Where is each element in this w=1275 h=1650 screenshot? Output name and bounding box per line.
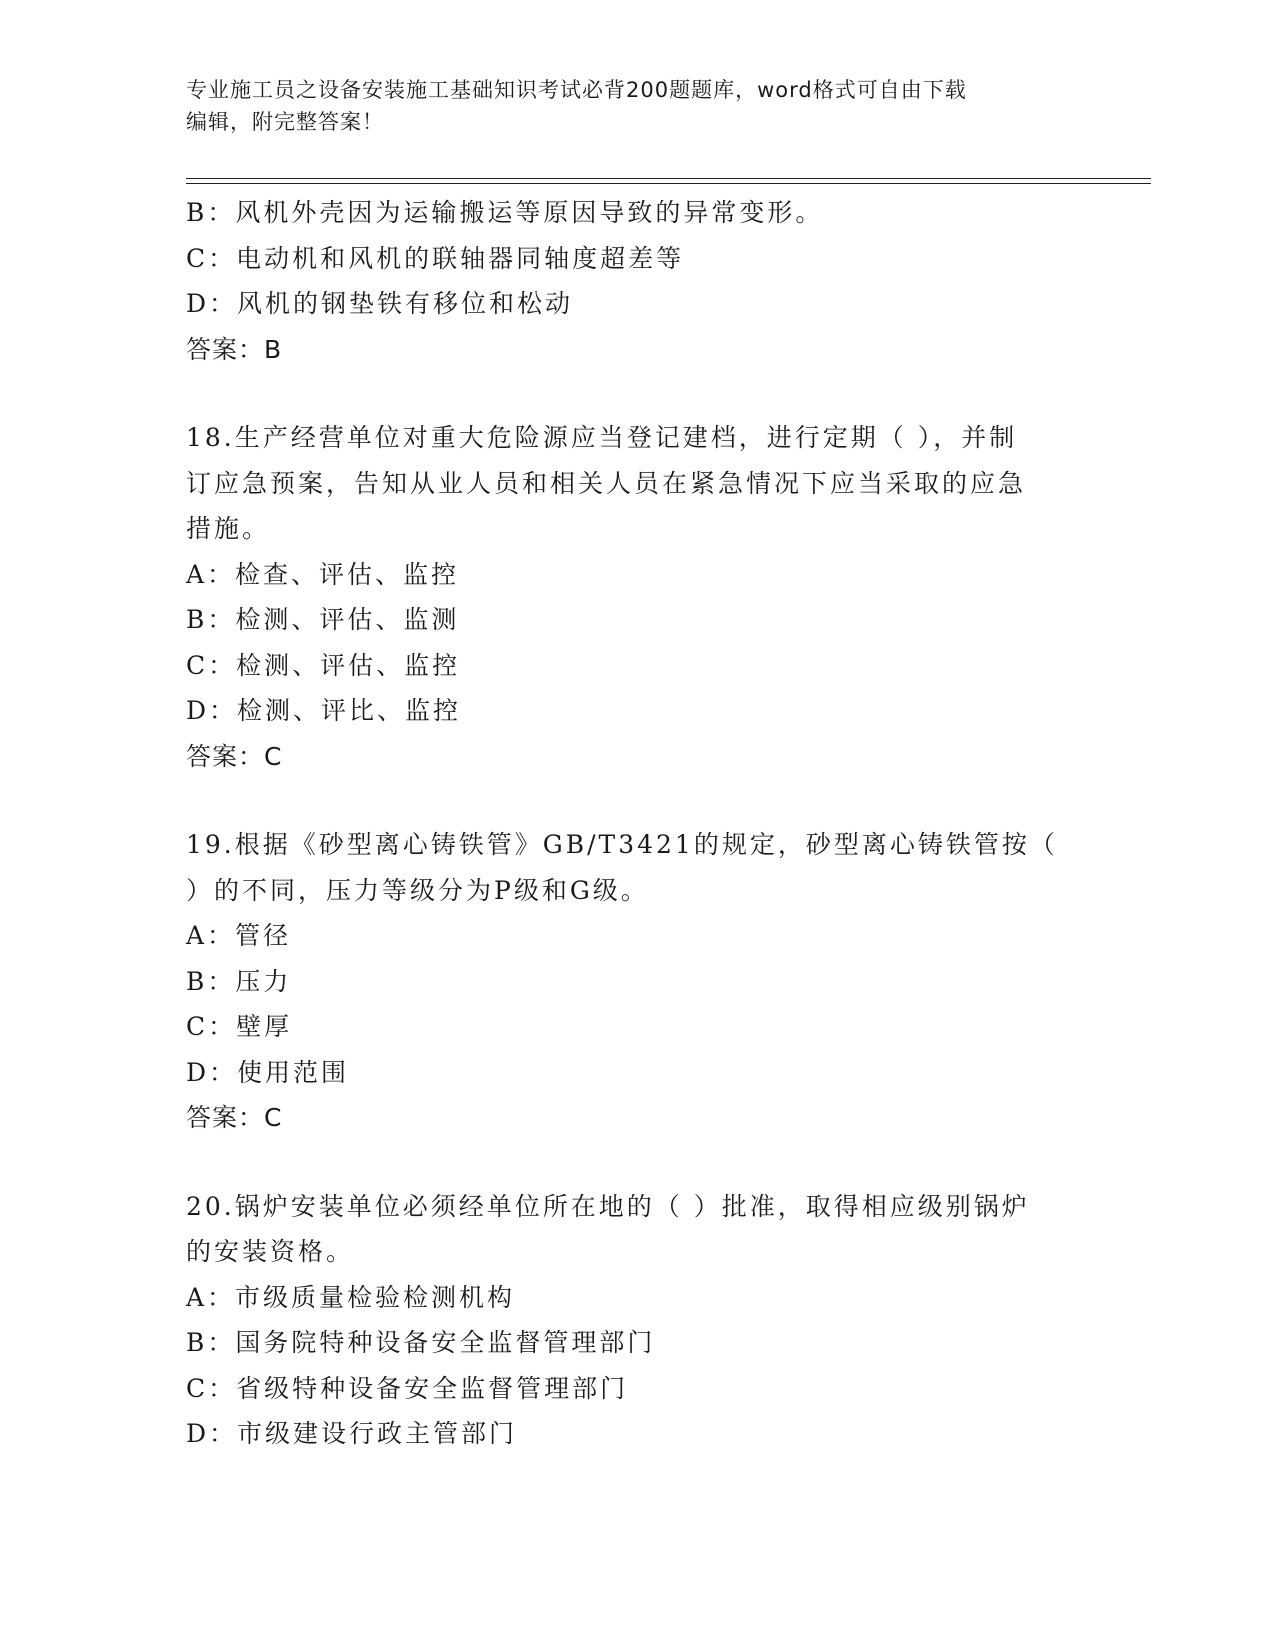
option-a: A：检查、评估、监控 bbox=[186, 559, 460, 589]
option-d: D：风机的钢垫铁有移位和松动 bbox=[186, 289, 574, 318]
question-18 bbox=[186, 415, 1066, 779]
option-b: B：压力 bbox=[186, 966, 292, 996]
option-c: C：壁厚 bbox=[186, 1012, 293, 1041]
page-header bbox=[186, 74, 1066, 138]
header-divider-bottom bbox=[186, 183, 1151, 184]
question-17-tail bbox=[186, 190, 1066, 372]
question-text-line: 19.根据《砂型离心铸铁管》GB/T3421的规定，砂型离心铸铁管按（ bbox=[186, 830, 1058, 859]
header-divider-top bbox=[186, 178, 1151, 179]
header-line-1: 专业施工员之设备安装施工基础知识考试必背200题题库，word格式可自由下载 bbox=[186, 78, 967, 102]
option-c: C：电动机和风机的联轴器同轴度超差等 bbox=[186, 243, 685, 273]
option-c: C：检测、评估、监控 bbox=[186, 650, 461, 680]
option-c: C：省级特种设备安全监督管理部门 bbox=[186, 1373, 629, 1403]
question-text-line: 18.生产经营单位对重大危险源应当登记建档，进行定期（ ），并制 bbox=[186, 423, 1018, 452]
header-line-2: 编辑，附完整答案！ bbox=[186, 110, 384, 134]
question-text-line: 措施。 bbox=[186, 514, 271, 543]
option-d: D：使用范围 bbox=[186, 1057, 350, 1087]
spacer bbox=[186, 1141, 1066, 1184]
question-text-line: ）的不同，压力等级分为P级和G级。 bbox=[186, 875, 649, 905]
question-20 bbox=[186, 1184, 1066, 1457]
spacer bbox=[186, 779, 1066, 822]
answer: 答案：C bbox=[186, 741, 283, 771]
option-a: A：市级质量检验检测机构 bbox=[186, 1282, 516, 1312]
answer: 答案：C bbox=[186, 1103, 283, 1132]
spacer bbox=[186, 372, 1066, 415]
question-text-line: 20.锅炉安装单位必须经单位所在地的（ ）批准，取得相应级别锅炉 bbox=[186, 1191, 1030, 1221]
question-text-line: 订应急预案，告知从业人员和相关人员在紧急情况下应当采取的应急 bbox=[186, 468, 1027, 498]
option-d: D：检测、评比、监控 bbox=[186, 696, 462, 725]
answer: 答案：B bbox=[186, 334, 283, 364]
question-list bbox=[186, 190, 1066, 1457]
question-text-line: 的安装资格。 bbox=[186, 1237, 355, 1266]
question-19 bbox=[186, 822, 1066, 1141]
option-b: B：国务院特种设备安全监督管理部门 bbox=[186, 1328, 656, 1357]
option-a: A：管径 bbox=[186, 921, 292, 950]
option-b: B：风机外壳因为运输搬运等原因导致的异常变形。 bbox=[186, 198, 824, 227]
option-d: D：市级建设行政主管部门 bbox=[186, 1419, 518, 1448]
option-b: B：检测、评估、监测 bbox=[186, 605, 460, 634]
